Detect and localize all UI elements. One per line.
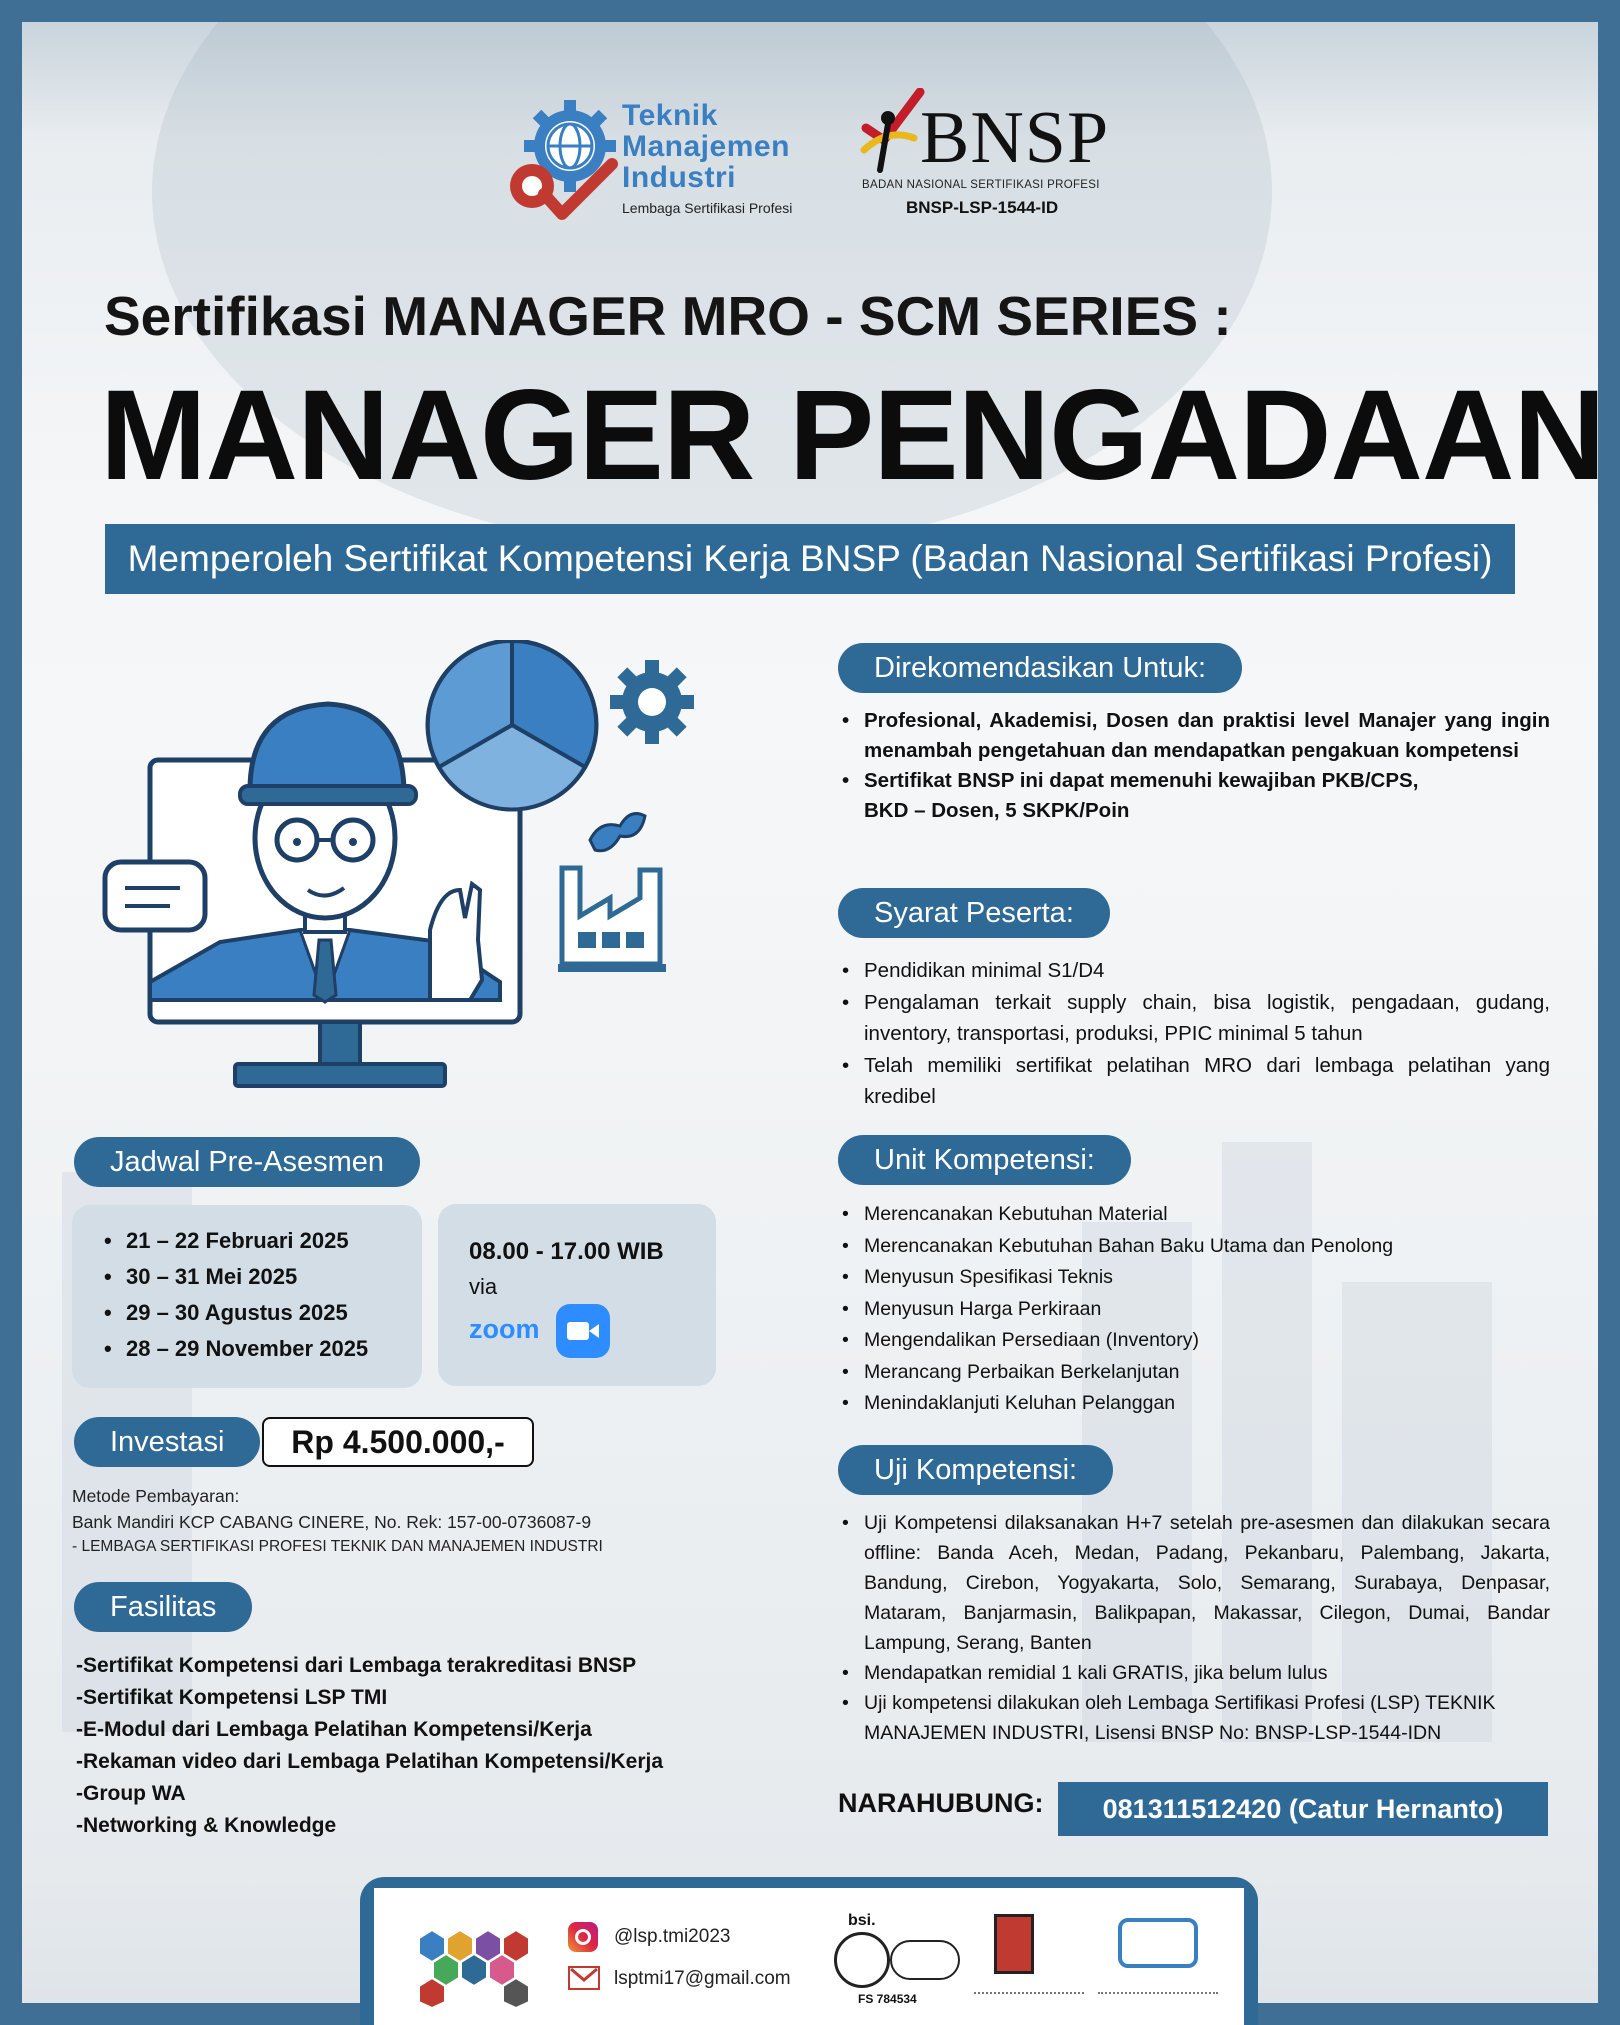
list-item: • Pendidikan minimal S1/D4	[840, 955, 1550, 987]
exam-heading: Uji Kompetensi:	[838, 1445, 1113, 1495]
list-item: • Mengendalikan Persediaan (Inventory)	[840, 1325, 1550, 1357]
list-item: • Sertifikat BNSP ini dapat memenuhi kewajiban PKB/CPS, BKD – Dosen, 5 SKPK/Poin	[840, 766, 1550, 826]
investment-heading: Investasi	[74, 1417, 260, 1467]
list-item: • 29 – 30 Agustus 2025	[102, 1295, 368, 1331]
certificate-banner: Memperoleh Sertifikat Kompetensi Kerja BNSP (Badan Nasional Sertifikasi Profesi)	[105, 524, 1515, 594]
list-item: • Profesional, Akademisi, Dosen dan praktisi level Manajer yang ingin menambah pengetahuan dan mendapatkan pengakuan kompetensi	[840, 706, 1550, 766]
bnsp-license-code: BNSP-LSP-1544-ID	[906, 198, 1059, 217]
bsi-code: FS 784534	[858, 1992, 917, 2006]
list-item: • Uji Kompetensi dilaksanakan H+7 setelah pre-asesmen dan dilakukan secara offline: Banda Aceh, Medan, Padang, Pekanbaru, Palembang, Jakarta, Bandung, Cirebon, Yogyakarta, Solo, Semarang, Surabaya, Denpasar, Mataram, Banjarmasin, Balikpapan, Makassar, Cilegon, Dumai, Bandar Lampung, Serang, Banten	[840, 1508, 1550, 1658]
payment-bank: Bank Mandiri KCP CABANG CINERE, No. Rek: 157-00-0736087-9	[72, 1512, 592, 1532]
schedule-dates-card	[72, 1205, 422, 1388]
list-item: • 30 – 31 Mei 2025	[102, 1259, 368, 1295]
list-item: -Networking & Knowledge	[76, 1814, 337, 1837]
contact-label: NARAHUBUNG:	[838, 1788, 1044, 1818]
instagram-icon	[568, 1922, 598, 1952]
list-item: • Uji kompetensi dilakukan oleh Lembaga Sertifikasi Profesi (LSP) TEKNIK MANAJEMEN INDUSTRI, Lisensi BNSP No: BNSP-LSP-1544-IDN	[840, 1688, 1550, 1748]
requirements-heading: Syarat Peserta:	[838, 888, 1110, 938]
bnsp-emblem-icon	[858, 88, 928, 178]
instagram-handle[interactable]: @lsp.tmi2023	[614, 1926, 731, 1947]
bnsp-logo-fullname: BADAN NASIONAL SERTIFIKASI PROFESI	[862, 179, 1100, 191]
gear-globe-icon	[500, 94, 620, 224]
recommended-heading: Direkomendasikan Untuk:	[838, 643, 1242, 693]
list-item: -Group WA	[76, 1782, 186, 1805]
list-item: • Merancang Perbaikan Berkelanjutan	[840, 1357, 1550, 1389]
contact-phone[interactable]: 081311512420 (Catur Hernanto)	[1058, 1782, 1548, 1836]
bsi-certification-logo	[834, 1910, 964, 2006]
list-item: • Pengalaman terkait supply chain, bisa logistik, pengadaan, gudang, inventory, transportasi, produksi, PPIC minimal 5 tahun	[840, 987, 1550, 1050]
partner-institution-caption	[974, 1992, 1084, 2000]
schedule-dates-list	[102, 1223, 368, 1367]
list-item: -Rekaman video dari Lembaga Pelatihan Kompetensi/Kerja	[76, 1750, 664, 1773]
factory-icon	[558, 814, 666, 972]
list-item: -Sertifikat Kompetensi LSP TMI	[76, 1686, 388, 1709]
footer-panel	[374, 1888, 1244, 2025]
list-item: -Sertifikat Kompetensi dari Lembaga terakreditasi BNSP	[76, 1654, 637, 1677]
list-item: • Menyusun Spesifikasi Teknis	[840, 1262, 1550, 1294]
exam-list	[840, 1508, 1550, 1748]
page-subtitle: Sertifikasi MANAGER MRO - SCM SERIES :	[104, 285, 1232, 347]
list-item: • Telah memiliki sertifikat pelatihan MRO dari lembaga pelatihan yang kredibel	[840, 1050, 1550, 1113]
list-item: • 21 – 22 Februari 2025	[102, 1223, 368, 1259]
list-item: • Mendapatkan remidial 1 kali GRATIS, jika belum lulus	[840, 1658, 1550, 1688]
schedule-time: 08.00 - 17.00 WIB	[469, 1238, 664, 1265]
recommended-list	[840, 706, 1550, 826]
bnsp-logo	[858, 88, 1128, 228]
list-item: -E-Modul dari Lembaga Pelatihan Kompetensi/Kerja	[76, 1718, 592, 1741]
email-icon	[568, 1966, 600, 1990]
investment-price: Rp 4.500.000,-	[262, 1417, 534, 1467]
partner-hexagons-logo	[404, 1918, 544, 2008]
tmi-logo-subtitle: Lembaga Sertifikasi Profesi	[622, 200, 793, 216]
manager-illustration	[100, 640, 700, 1100]
schedule-via: via	[469, 1274, 498, 1299]
tmi-logo-text: Teknik Manajemen Industri	[622, 99, 790, 194]
facilities-list	[76, 1650, 663, 1842]
zoom-camera-icon	[556, 1304, 610, 1358]
payment-account-name: - LEMBAGA SERTIFIKASI PROFESI TEKNIK DAN MANAJEMEN INDUSTRI	[72, 1538, 603, 1555]
list-item: • Merencanakan Kebutuhan Bahan Baku Utama dan Penolong	[840, 1231, 1550, 1263]
list-item: • Merencanakan Kebutuhan Material	[840, 1199, 1550, 1231]
facilities-heading: Fasilitas	[74, 1582, 252, 1632]
tmi-logo	[500, 88, 830, 228]
partner-institution-logo	[994, 1914, 1034, 1974]
units-heading: Unit Kompetensi:	[838, 1135, 1131, 1185]
bnsp-logo-word: BNSP	[920, 97, 1110, 179]
payment-label: Metode Pembayaran:	[72, 1486, 240, 1506]
zoom-label: zoom	[469, 1314, 540, 1344]
schedule-time-card	[438, 1204, 716, 1386]
itmi-caption	[1098, 1992, 1218, 2000]
list-item: • 28 – 29 November 2025	[102, 1331, 368, 1367]
schedule-heading: Jadwal Pre-Asesmen	[74, 1137, 420, 1187]
page-title: MANAGER PENGADAAN	[100, 364, 1605, 507]
bsi-label: bsi.	[848, 1912, 876, 1929]
list-item: • Menyusun Harga Perkiraan	[840, 1294, 1550, 1326]
list-item: • Menindaklanjuti Keluhan Pelanggan	[840, 1388, 1550, 1420]
itmi-logo	[1118, 1918, 1198, 1968]
units-list	[840, 1199, 1550, 1420]
requirements-list	[840, 955, 1550, 1113]
email-address[interactable]: lsptmi17@gmail.com	[614, 1968, 791, 1989]
gear-icon	[610, 660, 694, 744]
